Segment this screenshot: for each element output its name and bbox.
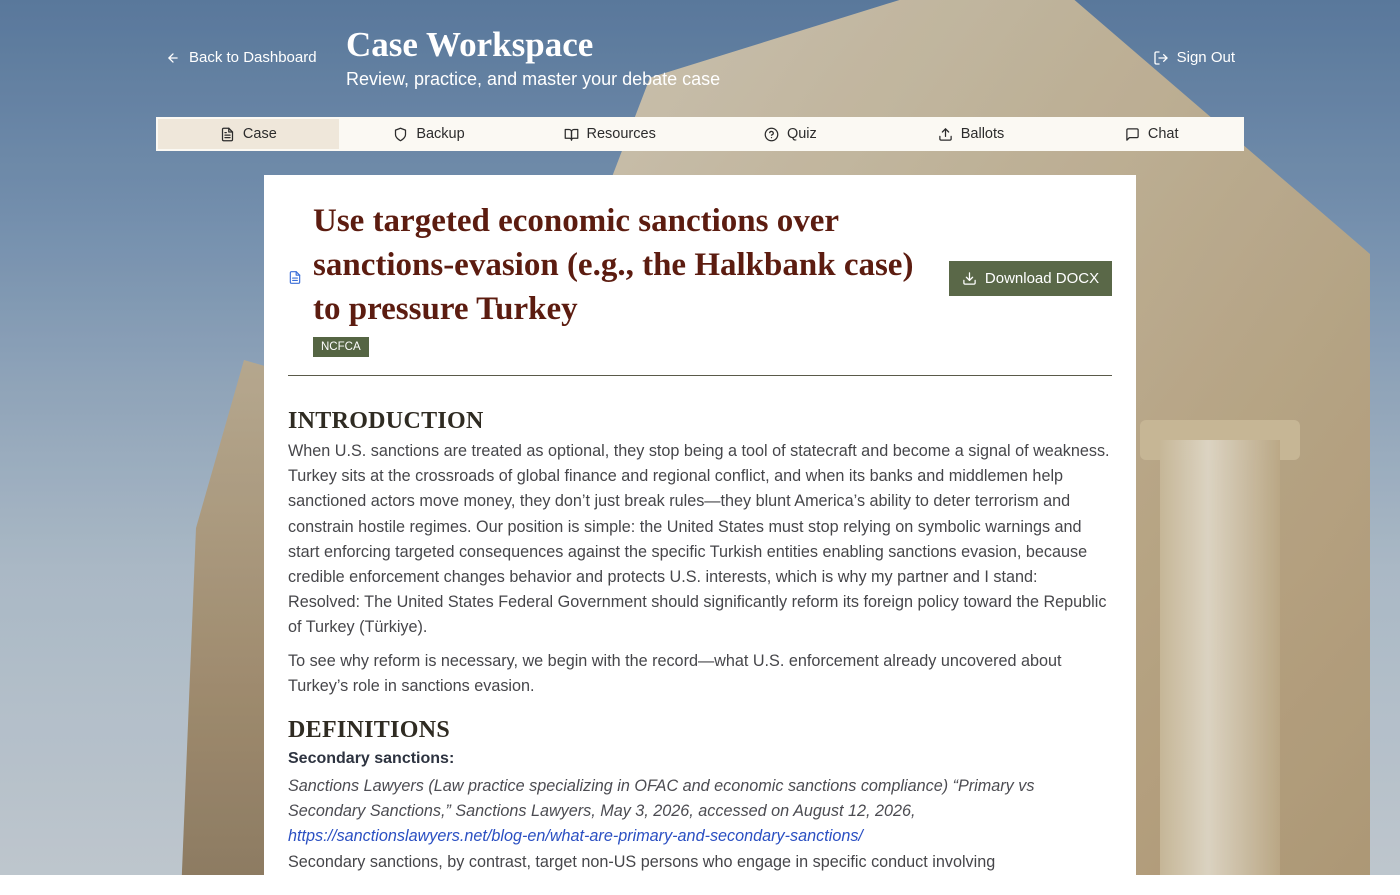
page-subtitle: Review, practice, and master your debate case bbox=[346, 69, 721, 89]
definition-term: Secondary sanctions: bbox=[288, 750, 455, 768]
download-label: Download DOCX bbox=[984, 270, 1100, 287]
intro-paragraph: When U.S. sanctions are treated as optional, they stop being a tool of statecraft and become a signal of weakness. Turkey sits at the crossroads of global finance and regional conflict, and when its banks and middlemen help sanctioned actors move money, they don’t just break rules—they blunt America’s ability to deter terrorism and constrain hostile regimes. Our position is simple: the United States must stop relying on symbolic warnings and start enforcing targeted consequences against the specific Turkish entities enabling sanctions evasion, because credible enforcement changes behavior and protects U.S. interests, which is why my partner and I stand: Resolved: The United States Federal Government should significantly reform its foreign policy toward the Republic of Turkey (Türkiye). bbox=[288, 442, 1110, 637]
tab-ballots[interactable] bbox=[881, 119, 1062, 149]
back-to-dashboard-link[interactable] bbox=[166, 49, 317, 66]
section-heading-definitions: DEFINITIONS bbox=[288, 717, 451, 744]
definition-body: Secondary sanctions, by contrast, target non-US persons who engage in specific conduct involving bbox=[288, 852, 996, 871]
tab-label: Quiz bbox=[786, 126, 817, 142]
message-square-icon bbox=[1125, 127, 1140, 142]
citation-text: Sanctions Lawyers (Law practice specializing in OFAC and economic sanctions compliance) “Primary vs Secondary Sanctions,” Sanctions Lawyers, May 3, 2026, accessed on August 12, 2026, bbox=[288, 777, 1035, 821]
citation-link[interactable]: https://sanctionslawyers.net/blog-en/what-are-primary-and-secondary-sanctions/ bbox=[288, 827, 863, 846]
tab-bar bbox=[156, 117, 1244, 151]
tab-label: Ballots bbox=[960, 126, 1005, 142]
tab-resources[interactable] bbox=[519, 119, 700, 149]
tab-backup[interactable] bbox=[339, 119, 520, 149]
case-header bbox=[288, 175, 1112, 376]
tab-label: Backup bbox=[416, 126, 465, 142]
log-out-icon bbox=[1153, 50, 1169, 66]
tab-case[interactable] bbox=[158, 119, 339, 149]
league-badge: NCFCA bbox=[313, 337, 369, 357]
intro-paragraph: To see why reform is necessary, we begin with the record—what U.S. enforcement already uncovered about Turkey’s role in sanctions evasion. bbox=[288, 651, 1062, 695]
download-icon bbox=[962, 271, 977, 286]
tab-quiz[interactable] bbox=[700, 119, 881, 149]
sign-out-label: Sign Out bbox=[1176, 49, 1235, 66]
book-open-icon bbox=[564, 127, 579, 142]
page-header bbox=[156, 24, 1245, 104]
arrow-left-icon bbox=[166, 51, 180, 65]
tab-chat[interactable] bbox=[1061, 119, 1242, 149]
tab-label: Chat bbox=[1147, 126, 1179, 142]
tab-label: Case bbox=[242, 126, 277, 142]
document-icon bbox=[288, 270, 302, 285]
file-text-icon bbox=[220, 127, 235, 142]
case-card bbox=[264, 175, 1136, 895]
section-heading-introduction: INTRODUCTION bbox=[288, 408, 484, 434]
title-block bbox=[346, 24, 720, 90]
download-docx-button[interactable] bbox=[949, 261, 1112, 296]
sign-out-button[interactable] bbox=[1153, 49, 1235, 66]
page-title: Case Workspace bbox=[346, 25, 594, 64]
tab-label: Resources bbox=[586, 126, 656, 142]
upload-icon bbox=[938, 127, 953, 142]
help-circle-icon bbox=[764, 127, 779, 142]
citation bbox=[288, 774, 1112, 850]
shield-icon bbox=[393, 127, 408, 142]
back-link-label: Back to Dashboard bbox=[189, 49, 317, 66]
case-title: Use targeted economic sanctions over sanctions-evasion (e.g., the Halkbank case) to pressure Turkey bbox=[313, 203, 914, 327]
